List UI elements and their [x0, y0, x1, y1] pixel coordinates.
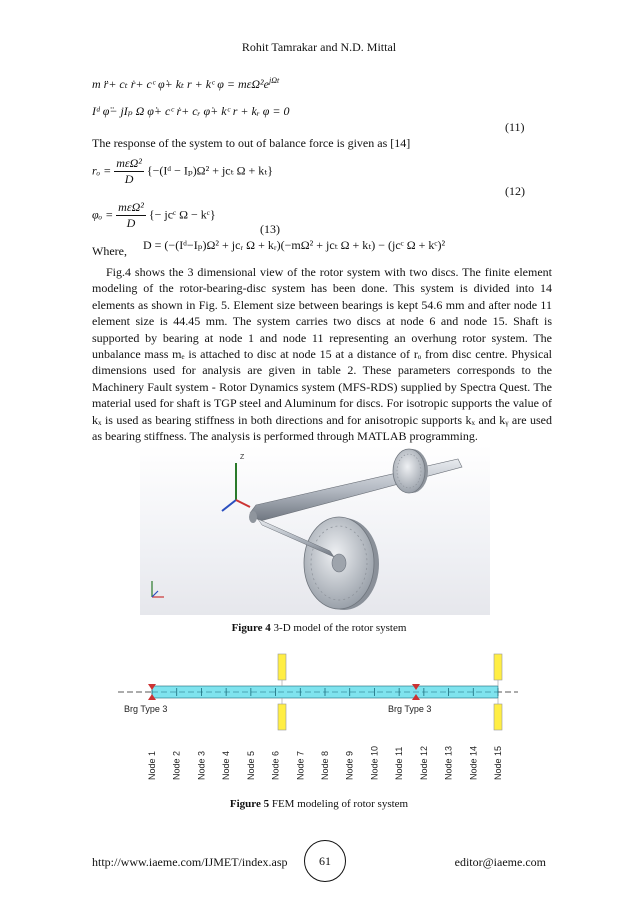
equation-12: [92, 156, 273, 187]
figure-5-svg: [118, 648, 518, 793]
disc-2-icon: [304, 517, 379, 610]
equation-11-number: (11): [505, 120, 525, 134]
figure-5-caption: [0, 798, 638, 810]
equation-13-number: (13): [260, 222, 280, 236]
figure-4-svg: [140, 445, 490, 615]
equation-12-number: (12): [505, 184, 525, 198]
node-label: Node 11: [394, 746, 405, 780]
node-label: Node 9: [344, 750, 355, 780]
node-label: Node 8: [320, 750, 330, 780]
node-label: Node 12: [418, 745, 429, 780]
equation-13-lhs: φₒ =: [92, 207, 114, 222]
figure-4-caption: [0, 622, 638, 634]
equation-13-numerator: mεΩ²: [118, 200, 144, 214]
equation-13: [92, 200, 216, 231]
figure-5-caption-text: FEM modeling of rotor system: [269, 798, 409, 810]
node-label: Node 13: [443, 745, 454, 780]
node-label: Node 1: [147, 750, 157, 780]
node-label: Node 10: [369, 745, 380, 780]
running-header: Rohit Tamrakar and N.D. Mittal: [241, 40, 397, 54]
response-text: The response of the system to out of balance force is given as [14]: [92, 136, 411, 150]
node-label: Node 3: [196, 750, 207, 780]
node-labels: [147, 746, 503, 780]
node-label: Node 5: [245, 750, 256, 780]
figure-4-caption-label: Figure 4: [231, 622, 271, 634]
bearing-label-2: Brg Type 3: [388, 704, 432, 714]
equation-11-line-1: [92, 76, 279, 92]
equation-12-lhs: rₒ =: [92, 163, 112, 178]
equation-11-line-2: Iᵈ φ̈− jIₚ Ω φ̇+ cᶜ ṙ+ cᵣ φ̇+ kᶜ r + kᵣ φ = 0: [92, 104, 290, 118]
disc-1-icon: [393, 449, 428, 493]
axis-triad-icon: [222, 454, 250, 511]
figure-5-caption-label: Figure 5: [229, 798, 270, 810]
node-label: Node 2: [171, 750, 182, 780]
equation-11-exponent: jΩt: [268, 76, 280, 85]
equation-11-line-1-body: m r̈+ cₜ ṙ+ cᶜ φ̇+ kₜ r + kᶜ φ = mεΩ²e: [92, 77, 269, 91]
page-number: 61: [304, 840, 346, 882]
equation-13-fraction: [116, 200, 146, 231]
equation-12-denominator: D: [124, 172, 134, 186]
node-label: Node 7: [295, 750, 306, 780]
view-triad-icon: [152, 581, 164, 597]
figure-5-fem-model: [118, 648, 518, 793]
node-label: Node 6: [270, 750, 281, 780]
equation-12-fraction: [114, 156, 144, 187]
equation-12-numerator: mεΩ²: [116, 156, 142, 170]
node-label: Node 14: [468, 745, 479, 780]
equation-12-rhs: {−(Iᵈ − Iₚ)Ω² + jcₜ Ω + kₜ}: [146, 163, 273, 178]
body-paragraph: Fig.4 shows the 3 dimensional view of the rotor system with two discs. The finite element modeling of the rotor-bearing-disc system has been done. This system is divided into 14 elements as shown in Fig. 5. Element size between bearings is kept 54.6 mm and after node 11 element size is 44.45 mm. The system carries two discs at node 6 and node 15. Shaft is supported by bearing at node 1 and node 11 representing an overhung rotor system. The unbalance mass mₑ is attached to disc at node 15 at a distance of rₒ from disc centre. Physical dimensions used for analysis are given in table 2. These parameters corresponds to the Machinery Fault system - Rotor Dynamics system (MFS-RDS) supplied by Spectra Quest. The material used for shaft is TGP steel and Aluminum for discs. For isotropic supports the value of kₓ is used as bearing stiffness in both directions and for anisotropic supports kₓ and kᵧ are used as bearing stiffness. The analysis is performed through MATLAB programming.: [92, 265, 552, 444]
node-label: Node 4: [221, 750, 232, 780]
equation-13-denominator: D: [126, 216, 136, 230]
equation-13-rhs: {− jcᶜ Ω − kᶜ}: [148, 207, 216, 222]
footer-url[interactable]: http://www.iaeme.com/IJMET/index.asp: [92, 855, 288, 869]
bearing-label-1: Brg Type 3: [124, 704, 168, 714]
axis-z-label: Z: [240, 454, 245, 461]
node-label: Node 15: [493, 745, 503, 780]
footer-email[interactable]: editor@iaeme.com: [454, 855, 546, 869]
shaft-icon: [249, 459, 462, 523]
figure-4-caption-text: 3-D model of the rotor system: [270, 622, 407, 634]
figure-4-rotor-model: [140, 445, 490, 615]
where-label: Where,: [92, 244, 127, 258]
equation-d: D = (−(Iᵈ−Iₚ)Ω² + jcᵣ Ω + kᵣ)(−mΩ² + jcₜ Ω + kₜ) − (jcᶜ Ω + kᶜ)²: [143, 238, 446, 252]
